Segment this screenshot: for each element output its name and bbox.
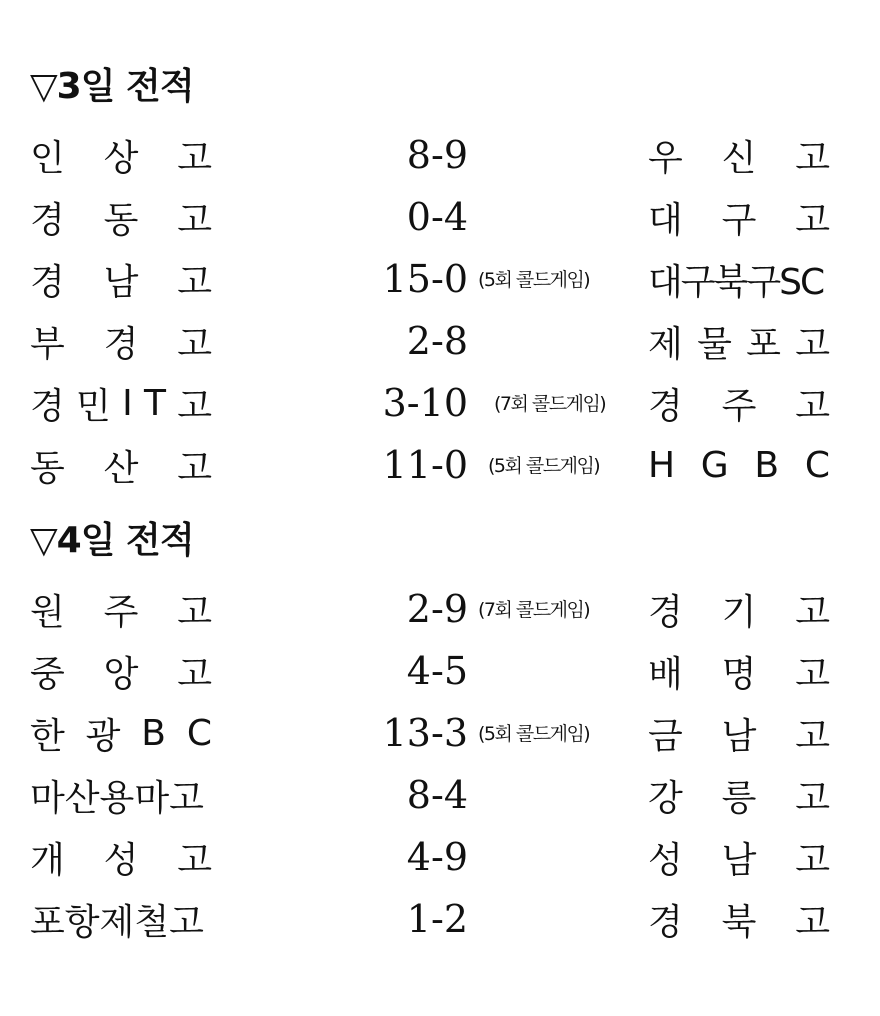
home-team [30,440,212,490]
home-team-char: 개 [30,839,65,881]
home-team-char: 인 [30,137,65,179]
away-team [648,832,830,882]
away-team-char: 고 [795,777,830,819]
away-team [648,584,830,634]
home-team [30,254,212,304]
home-team [30,378,212,428]
game-row [0,708,880,758]
away-team-char: 고 [795,137,830,179]
away-team-char: 고 [795,839,830,881]
away-team [648,894,830,944]
away-team-char: C [804,444,830,486]
section-title: ▽3일 전적 [30,66,194,107]
away-team-char: 북 [721,901,757,943]
away-team [648,440,830,490]
away-team [648,770,830,820]
game-note: (7회 콜드게임) [494,393,606,415]
home-team [30,770,212,820]
game-score: 0-4 [406,195,468,239]
game-row [0,378,880,428]
home-team-char: 고 [177,137,212,179]
home-team-char: 부 [30,323,65,365]
away-team-char: 포 [746,323,781,365]
home-team [30,832,212,882]
away-team-char: 기 [721,591,757,633]
home-team [30,708,212,758]
away-team-char: H [648,444,676,486]
home-team-char: 경 [30,385,65,427]
away-team-char: 고 [795,715,830,757]
away-team-char: 고 [795,385,830,427]
game-score: 2-9 [406,587,468,631]
away-team-char: 명 [721,653,757,695]
game-note: (5회 콜드게임) [488,455,600,477]
away-team-char: 제 [648,323,683,365]
home-team-char: I [122,382,133,424]
home-team-char: 동 [30,447,65,489]
away-team-char: B [754,444,780,486]
home-team-char: T [143,382,166,424]
game-note: (7회 콜드게임) [478,599,590,621]
away-team-char: 구 [721,199,757,241]
home-team-char: B [141,712,166,754]
game-row [0,894,880,944]
away-team-char: 고 [795,323,830,365]
away-team-char: 성 [648,839,683,881]
home-team-char: 고 [177,385,212,427]
away-team-char: 배 [648,653,683,695]
away-team-char: G [700,444,729,486]
away-team-char: 고 [795,591,830,633]
game-score: 8-4 [406,773,468,817]
home-team [30,584,212,634]
away-team [648,316,830,366]
home-team-char: 한 [30,715,65,757]
home-team [30,316,212,366]
game-note: (5회 콜드게임) [478,269,590,291]
home-team-char: 동 [103,199,139,241]
away-team [648,130,830,180]
home-team-char: 남 [103,261,139,303]
home-team-char: 고 [177,653,212,695]
home-team-char: 고 [177,199,212,241]
away-team-char: 주 [721,385,757,427]
home-team-char: 상 [103,137,139,179]
away-team [648,254,830,304]
home-team [30,894,212,944]
home-team-char: 마산용마고 [30,777,204,819]
away-team [648,708,830,758]
home-team-char: 포항제철고 [30,901,204,943]
away-team-char: 고 [795,901,830,943]
home-team-char: 앙 [103,653,139,695]
away-team-char: 고 [795,199,830,241]
away-team-char: 릉 [721,777,757,819]
away-team [648,646,830,696]
home-team-char: 고 [177,591,212,633]
section-title: ▽4일 전적 [30,520,194,561]
away-team-char: 강 [648,777,683,819]
away-team [648,378,830,428]
home-team [30,130,212,180]
game-row [0,316,880,366]
away-team-char: 금 [648,715,683,757]
away-team-char: 대구북구SC [648,261,824,303]
away-team-char: 남 [721,715,757,757]
game-score: 4-9 [406,835,468,879]
game-score: 4-5 [406,649,468,693]
away-team-char: 신 [721,137,757,179]
game-score: 15-0 [382,257,468,301]
home-team-char: 고 [177,261,212,303]
home-team-char: 중 [30,653,65,695]
home-team-char: 고 [177,839,212,881]
game-row [0,254,880,304]
game-score: 3-10 [382,381,468,425]
home-team-char: 원 [30,591,65,633]
game-row [0,770,880,820]
game-score: 8-9 [406,133,468,177]
game-score: 11-0 [382,443,468,487]
home-team-char: 경 [30,261,65,303]
game-row [0,584,880,634]
game-row [0,832,880,882]
game-row [0,192,880,242]
game-score: 13-3 [382,711,468,755]
game-row [0,440,880,490]
away-team-char: 고 [795,653,830,695]
game-score: 2-8 [406,319,468,363]
away-team-char: 물 [697,323,732,365]
away-team [648,192,830,242]
away-team-char: 경 [648,901,683,943]
game-row [0,646,880,696]
home-team-char: 산 [103,447,139,489]
home-team-char: 고 [177,447,212,489]
home-team-char: 성 [103,839,139,881]
game-row [0,130,880,180]
away-team-char: 경 [648,385,683,427]
home-team-char: 주 [103,591,139,633]
home-team-char: C [186,712,212,754]
away-team-char: 경 [648,591,683,633]
away-team-char: 우 [648,137,683,179]
game-note: (5회 콜드게임) [478,723,590,745]
home-team [30,192,212,242]
home-team-char: 경 [103,323,139,365]
home-team-char: 고 [177,323,212,365]
home-team-char: 민 [76,385,111,427]
home-team-char: 경 [30,199,65,241]
game-score: 1-2 [406,897,468,941]
away-team-char: 남 [721,839,757,881]
home-team-char: 광 [85,715,121,757]
home-team [30,646,212,696]
away-team-char: 대 [648,199,683,241]
